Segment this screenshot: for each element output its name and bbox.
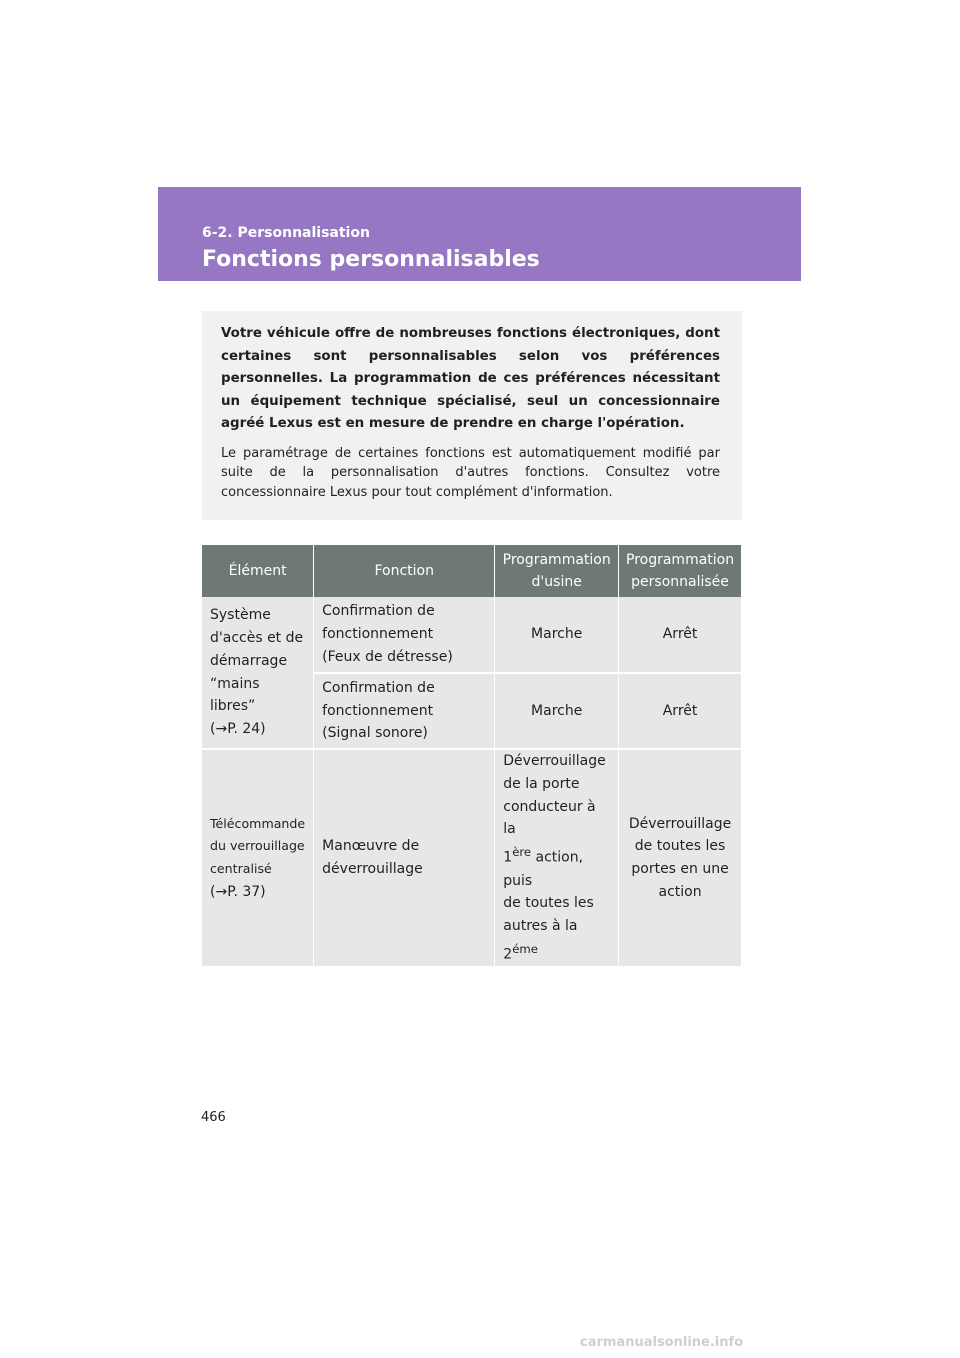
header-factory-line2: d'usine (531, 574, 582, 590)
footer-watermark-url: carmanualsonline.info (580, 1335, 744, 1350)
text-line: démarrage (210, 652, 288, 669)
text-line: Déverrouillage (503, 753, 606, 769)
intro-box (202, 311, 742, 520)
text-line: fonctionnement (322, 702, 434, 719)
header-custom-line1: Programmation (626, 552, 735, 568)
cell-custom-value: Arrêt (619, 673, 741, 749)
text-line: de toutes les (503, 895, 594, 912)
cell-custom-value (619, 749, 741, 967)
cell-element-remote-lock (202, 749, 314, 967)
text-line: (Feux de détresse) (322, 648, 453, 665)
text-line: action (658, 884, 702, 901)
text-line: de toutes les (634, 838, 726, 855)
cell-function (314, 749, 495, 967)
text-line: Télécommande (210, 815, 306, 831)
functions-table (202, 545, 741, 968)
intro-bold-paragraph: Votre véhicule offre de nombreuses fonctions électroniques, dont certaines sont personnalisables selon vos préférences personnelles. La programmation de ces préférences nécessitant un équipement technique spécialisé, seul un concessionnaire agréé Lexus est en mesure de prendre en charge l'opération. (221, 326, 720, 431)
table-header-row (202, 545, 741, 597)
header-custom-line2: personnalisée (631, 574, 729, 590)
text-line: conducteur à la (503, 798, 596, 838)
text-line: “mains libres” (210, 675, 260, 715)
text-line: portes en une (631, 861, 729, 878)
text-line: fonctionnement (322, 626, 434, 643)
section-label: 6-2. Personnalisation (202, 225, 370, 241)
text-line: Confirmation de (322, 603, 435, 620)
header-custom-setting (619, 545, 741, 597)
cell-element-smart-access (202, 597, 314, 749)
table-row (202, 597, 741, 673)
text-line: Manœuvre de (322, 838, 420, 855)
text-line: Déverrouillage (628, 815, 732, 832)
text-line: Système (210, 607, 271, 624)
cell-factory-value (495, 749, 619, 967)
superscript: éme (512, 942, 538, 957)
cell-function (314, 597, 495, 673)
text-line: du verrouillage (210, 838, 305, 854)
cell-function (314, 673, 495, 749)
text-line: action, puis (503, 849, 584, 889)
intro-normal-paragraph: Le paramétrage de certaines fonctions est automatiquement modifié par suite de la personnalisation d'autres fonctions. Consultez votre concessionnaire Lexus pour tout complément d'information. (221, 445, 720, 500)
table-row (202, 749, 741, 967)
cell-factory-value: Marche (495, 673, 619, 749)
header-band (158, 187, 801, 281)
header-fonction: Fonction (314, 545, 495, 597)
page-number: 466 (201, 1110, 226, 1125)
cell-factory-value: Marche (495, 597, 619, 673)
superscript: ère (512, 845, 532, 860)
text-line: (Signal sonore) (322, 725, 428, 742)
text-line: déverrouillage (322, 861, 423, 878)
header-factory-line1: Programmation (502, 552, 611, 568)
text-line: de la porte (503, 775, 580, 792)
text-line: centralisé (210, 861, 272, 877)
page-reference: (→P. 24) (210, 721, 266, 738)
page-reference: (→P. 37) (210, 884, 266, 901)
header-factory-setting (495, 545, 619, 597)
text-line: autres à la 2 (503, 918, 578, 963)
page-title: Fonctions personnalisables (202, 247, 540, 272)
cell-custom-value: Arrêt (619, 597, 741, 673)
header-element: Élément (202, 545, 314, 597)
text-line: Confirmation de (322, 679, 435, 696)
text-line: 1 (503, 849, 513, 866)
text-line: d'accès et de (210, 629, 304, 646)
